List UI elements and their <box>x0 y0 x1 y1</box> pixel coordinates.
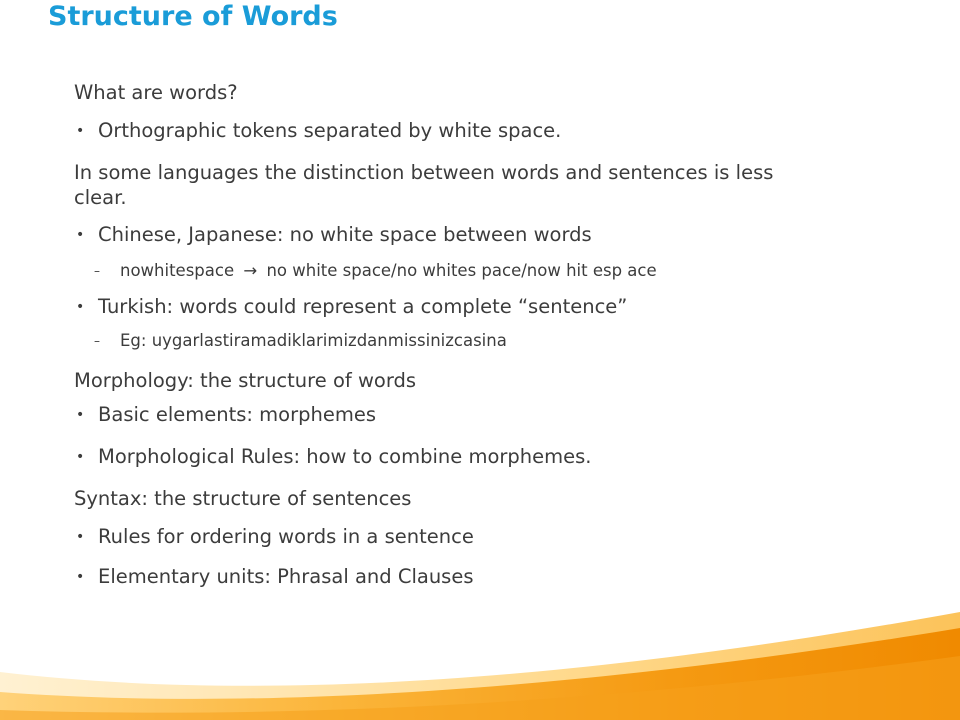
bullet-icon: • <box>76 407 85 423</box>
heading-text: Syntax: the structure of sentences <box>74 487 412 510</box>
bullet-text: Turkish: words could represent a complete “sentence” <box>98 295 628 318</box>
bullet-chinese-japanese <box>74 222 858 248</box>
subbullet-turkish-example <box>74 330 880 352</box>
bullet-text: Elementary units: Phrasal and Clauses <box>98 565 474 588</box>
bullet-text: Morphological Rules: how to combine morphemes. <box>98 445 592 468</box>
bullet-icon: • <box>76 227 85 243</box>
bullet-ordering-rules <box>74 524 858 550</box>
arrow-right-icon: → <box>243 261 258 280</box>
bullet-text: Basic elements: morphemes <box>98 403 376 426</box>
heading-morphology <box>74 368 416 394</box>
bullet-text: Orthographic tokens separated by white space. <box>98 119 562 142</box>
heading-what-are-words <box>74 80 238 106</box>
bullet-orthographic-tokens <box>74 118 858 144</box>
heading-text: Morphology: the structure of words <box>74 369 417 392</box>
subbullet-text-a: nowhitespace <box>120 261 235 280</box>
subbullet-nowhitespace <box>74 260 880 282</box>
subbullet-text: Eg: uygarlastiramadiklarimizdanmissinizcasina <box>120 331 507 350</box>
bullet-elementary-units <box>74 564 858 590</box>
bullet-text: Chinese, Japanese: no white space between words <box>98 223 592 246</box>
heading-text: In some languages the distinction between words and sentences is less clear. <box>74 161 774 209</box>
decorative-swoosh <box>0 610 960 720</box>
dash-icon: – <box>94 334 100 348</box>
bullet-morphological-rules <box>74 444 858 470</box>
bullet-text: Rules for ordering words in a sentence <box>98 525 474 548</box>
bullet-icon: • <box>76 569 85 585</box>
bullet-icon: • <box>76 529 85 545</box>
heading-distinction <box>74 160 774 210</box>
slide-title: Structure of Words <box>48 1 338 32</box>
bullet-icon: • <box>76 299 85 315</box>
heading-text: What are words? <box>74 81 238 104</box>
bullet-icon: • <box>76 449 85 465</box>
subbullet-text-b: no white space/no whites pace/now hit esp ace <box>266 261 657 280</box>
bullet-icon: • <box>76 123 85 139</box>
heading-syntax <box>74 486 411 512</box>
bullet-turkish <box>74 294 858 320</box>
bullet-basic-elements <box>74 402 858 428</box>
dash-icon: – <box>94 264 100 278</box>
